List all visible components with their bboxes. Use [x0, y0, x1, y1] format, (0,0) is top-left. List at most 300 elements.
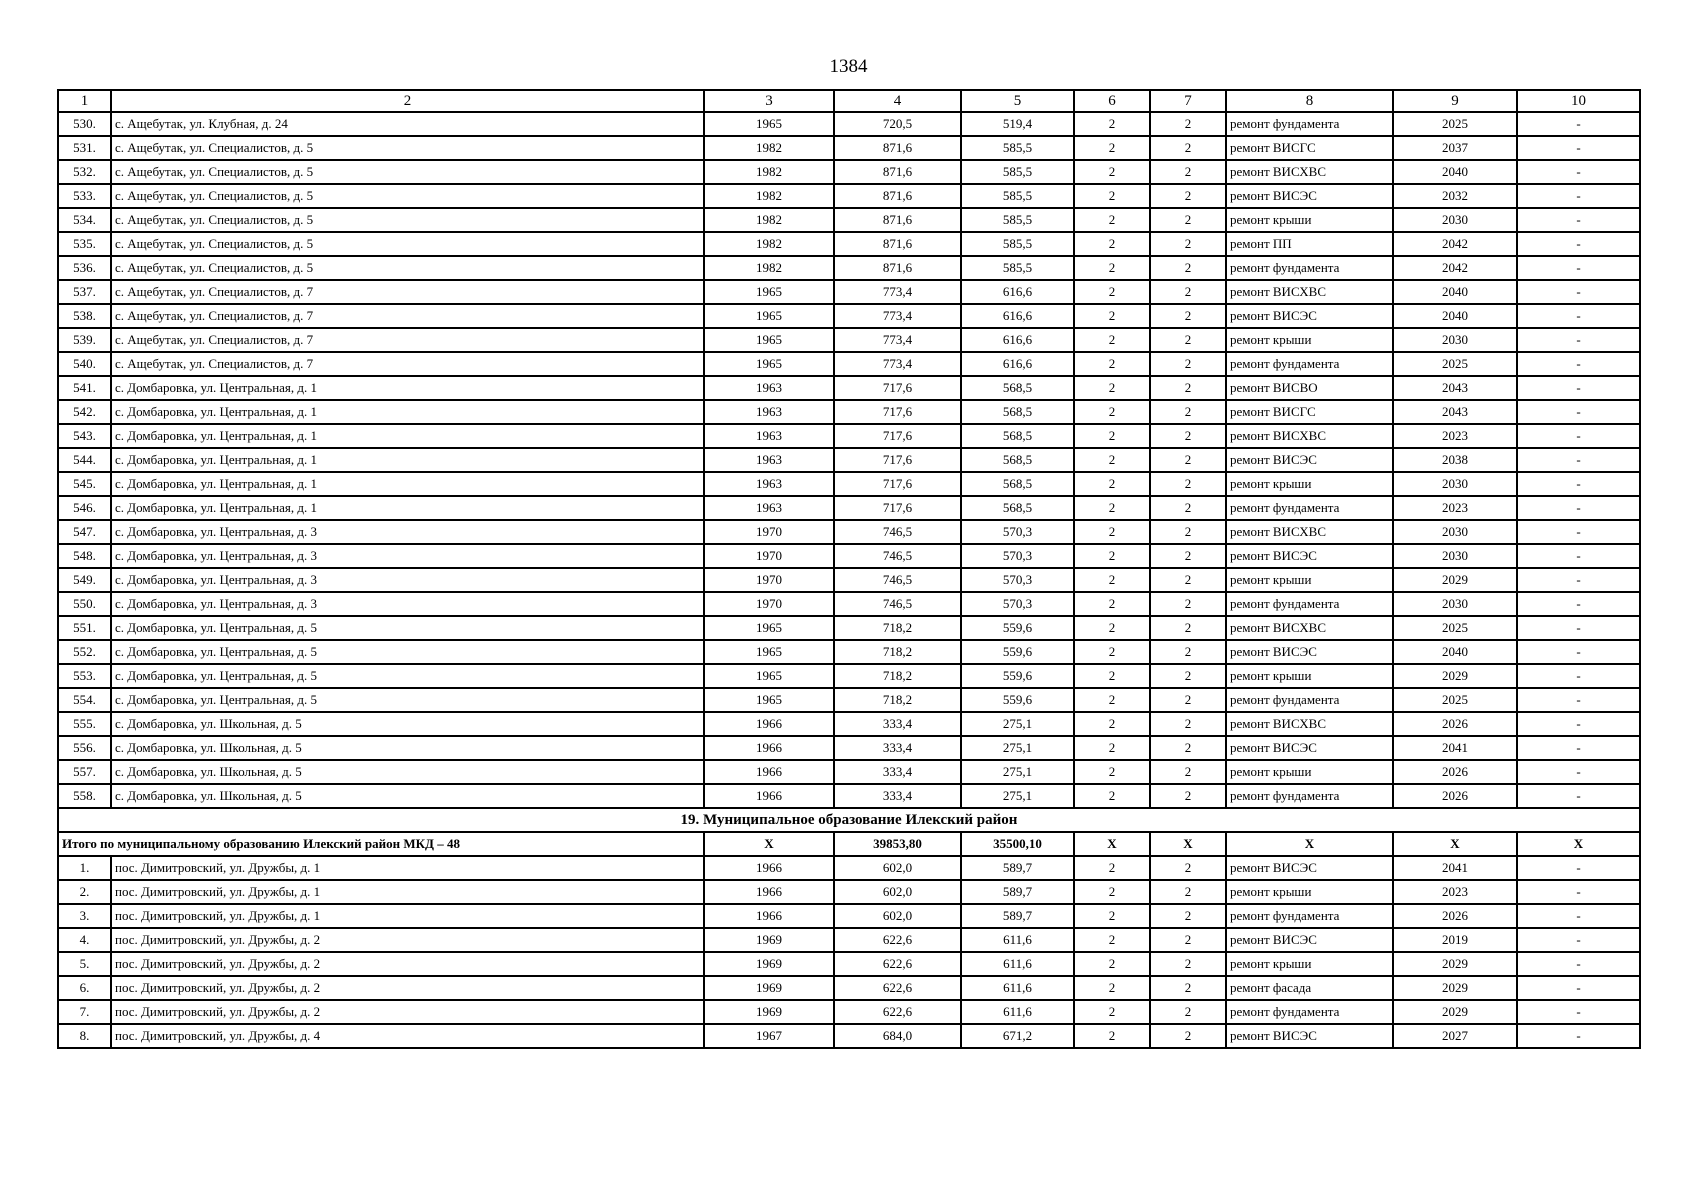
total-label: Итого по муниципальному образованию Илекский район МКД – 48	[58, 832, 704, 856]
plan-year-cell: 2030	[1393, 208, 1517, 232]
year-cell: 1970	[704, 568, 834, 592]
address-cell: с. Ащебутак, ул. Специалистов, д. 5	[111, 256, 704, 280]
row-number-cell: 541.	[58, 376, 111, 400]
year-cell: 1969	[704, 928, 834, 952]
note-cell: -	[1517, 736, 1640, 760]
total-area-cell: 871,6	[834, 232, 961, 256]
work-type-cell: ремонт фундамента	[1226, 784, 1393, 808]
note-cell: -	[1517, 1000, 1640, 1024]
address-cell: пос. Димитровский, ул. Дружбы, д. 1	[111, 904, 704, 928]
note-cell: -	[1517, 904, 1640, 928]
row-number-cell: 545.	[58, 472, 111, 496]
plan-year-cell: 2037	[1393, 136, 1517, 160]
row-number-cell: 556.	[58, 736, 111, 760]
entrances-cell: 2	[1150, 952, 1226, 976]
work-type-cell: ремонт ВИСЭС	[1226, 1024, 1393, 1048]
total-area-cell: 718,2	[834, 688, 961, 712]
row-number-cell: 537.	[58, 280, 111, 304]
total-row	[58, 832, 1640, 856]
entrances-cell: 2	[1150, 592, 1226, 616]
plan-year-cell: 2025	[1393, 352, 1517, 376]
address-cell: с. Ащебутак, ул. Специалистов, д. 5	[111, 184, 704, 208]
total-area-cell: 717,6	[834, 376, 961, 400]
work-type-cell: ремонт фундамента	[1226, 496, 1393, 520]
plan-year-cell: 2040	[1393, 304, 1517, 328]
plan-year-cell: 2041	[1393, 736, 1517, 760]
year-cell: 1982	[704, 256, 834, 280]
work-type-cell: ремонт ВИСХВС	[1226, 280, 1393, 304]
floors-cell: 2	[1074, 856, 1150, 880]
year-cell: 1969	[704, 976, 834, 1000]
year-cell: 1965	[704, 664, 834, 688]
year-cell: 1982	[704, 136, 834, 160]
entrances-cell: 2	[1150, 568, 1226, 592]
floors-cell: 2	[1074, 760, 1150, 784]
work-type-cell: ремонт ВИСХВС	[1226, 424, 1393, 448]
floors-cell: 2	[1074, 520, 1150, 544]
table-row	[58, 328, 1640, 352]
floors-cell: 2	[1074, 232, 1150, 256]
entrances-cell: 2	[1150, 328, 1226, 352]
year-cell: 1966	[704, 880, 834, 904]
table-row	[58, 184, 1640, 208]
total-area-cell: 717,6	[834, 400, 961, 424]
total-cell: X	[1393, 832, 1517, 856]
table-row	[58, 664, 1640, 688]
plan-year-cell: 2029	[1393, 568, 1517, 592]
living-area-cell: 570,3	[961, 568, 1074, 592]
floors-cell: 2	[1074, 904, 1150, 928]
section-block	[58, 808, 1640, 856]
page-number: 1384	[829, 56, 868, 77]
note-cell: -	[1517, 1024, 1640, 1048]
address-cell: с. Домбаровка, ул. Школьная, д. 5	[111, 784, 704, 808]
total-cell: 35500,10	[961, 832, 1074, 856]
table-row	[58, 568, 1640, 592]
total-area-cell: 602,0	[834, 904, 961, 928]
note-cell: -	[1517, 688, 1640, 712]
row-number-cell: 552.	[58, 640, 111, 664]
column-header: 6	[1074, 90, 1150, 112]
plan-year-cell: 2030	[1393, 472, 1517, 496]
floors-cell: 2	[1074, 184, 1150, 208]
address-cell: с. Ащебутак, ул. Специалистов, д. 5	[111, 232, 704, 256]
row-number-cell: 546.	[58, 496, 111, 520]
plan-year-cell: 2023	[1393, 880, 1517, 904]
address-cell: с. Домбаровка, ул. Центральная, д. 1	[111, 472, 704, 496]
table-row	[58, 208, 1640, 232]
floors-cell: 2	[1074, 304, 1150, 328]
entrances-cell: 2	[1150, 928, 1226, 952]
column-header: 2	[111, 90, 704, 112]
year-cell: 1965	[704, 352, 834, 376]
row-number-cell: 558.	[58, 784, 111, 808]
entrances-cell: 2	[1150, 1024, 1226, 1048]
floors-cell: 2	[1074, 472, 1150, 496]
row-number-cell: 8.	[58, 1024, 111, 1048]
floors-cell: 2	[1074, 736, 1150, 760]
address-cell: с. Домбаровка, ул. Центральная, д. 1	[111, 400, 704, 424]
floors-cell: 2	[1074, 928, 1150, 952]
total-area-cell: 718,2	[834, 664, 961, 688]
year-cell: 1970	[704, 544, 834, 568]
row-number-cell: 538.	[58, 304, 111, 328]
floors-cell: 2	[1074, 664, 1150, 688]
year-cell: 1966	[704, 904, 834, 928]
row-number-cell: 550.	[58, 592, 111, 616]
floors-cell: 2	[1074, 976, 1150, 1000]
note-cell: -	[1517, 256, 1640, 280]
year-cell: 1963	[704, 496, 834, 520]
table-row	[58, 592, 1640, 616]
address-cell: с. Домбаровка, ул. Центральная, д. 1	[111, 424, 704, 448]
plan-year-cell: 2023	[1393, 424, 1517, 448]
plan-year-cell: 2025	[1393, 688, 1517, 712]
entrances-cell: 2	[1150, 688, 1226, 712]
work-type-cell: ремонт фундамента	[1226, 688, 1393, 712]
work-type-cell: ремонт ВИСЭС	[1226, 640, 1393, 664]
work-type-cell: ремонт фундамента	[1226, 256, 1393, 280]
row-number-cell: 6.	[58, 976, 111, 1000]
entrances-cell: 2	[1150, 424, 1226, 448]
table-row	[58, 424, 1640, 448]
living-area-cell: 616,6	[961, 280, 1074, 304]
year-cell: 1966	[704, 736, 834, 760]
floors-cell: 2	[1074, 328, 1150, 352]
note-cell: -	[1517, 208, 1640, 232]
living-area-cell: 616,6	[961, 352, 1074, 376]
year-cell: 1965	[704, 640, 834, 664]
entrances-cell: 2	[1150, 1000, 1226, 1024]
row-number-cell: 533.	[58, 184, 111, 208]
row-number-cell: 543.	[58, 424, 111, 448]
living-area-cell: 570,3	[961, 544, 1074, 568]
plan-year-cell: 2023	[1393, 496, 1517, 520]
living-area-cell: 568,5	[961, 472, 1074, 496]
row-number-cell: 536.	[58, 256, 111, 280]
row-number-cell: 531.	[58, 136, 111, 160]
work-type-cell: ремонт фундамента	[1226, 1000, 1393, 1024]
total-area-cell: 871,6	[834, 208, 961, 232]
total-area-cell: 717,6	[834, 424, 961, 448]
floors-cell: 2	[1074, 448, 1150, 472]
year-cell: 1963	[704, 424, 834, 448]
floors-cell: 2	[1074, 616, 1150, 640]
year-cell: 1965	[704, 328, 834, 352]
year-cell: 1970	[704, 520, 834, 544]
total-area-cell: 871,6	[834, 184, 961, 208]
row-number-cell: 544.	[58, 448, 111, 472]
plan-year-cell: 2025	[1393, 112, 1517, 136]
plan-year-cell: 2043	[1393, 400, 1517, 424]
work-type-cell: ремонт ВИСЭС	[1226, 736, 1393, 760]
entrances-cell: 2	[1150, 856, 1226, 880]
note-cell: -	[1517, 664, 1640, 688]
floors-cell: 2	[1074, 688, 1150, 712]
floors-cell: 2	[1074, 544, 1150, 568]
year-cell: 1967	[704, 1024, 834, 1048]
work-type-cell: ремонт крыши	[1226, 208, 1393, 232]
row-number-cell: 2.	[58, 880, 111, 904]
plan-year-cell: 2041	[1393, 856, 1517, 880]
living-area-cell: 585,5	[961, 256, 1074, 280]
floors-cell: 2	[1074, 496, 1150, 520]
living-area-cell: 275,1	[961, 760, 1074, 784]
plan-year-cell: 2040	[1393, 160, 1517, 184]
living-area-cell: 559,6	[961, 616, 1074, 640]
address-cell: с. Домбаровка, ул. Центральная, д. 3	[111, 592, 704, 616]
table-row	[58, 904, 1640, 928]
row-number-cell: 3.	[58, 904, 111, 928]
address-cell: с. Домбаровка, ул. Центральная, д. 3	[111, 568, 704, 592]
living-area-cell: 275,1	[961, 784, 1074, 808]
work-type-cell: ремонт крыши	[1226, 760, 1393, 784]
work-type-cell: ремонт ВИСЭС	[1226, 304, 1393, 328]
living-area-cell: 589,7	[961, 880, 1074, 904]
work-type-cell: ремонт фасада	[1226, 976, 1393, 1000]
plan-year-cell: 2029	[1393, 976, 1517, 1000]
floors-cell: 2	[1074, 160, 1150, 184]
address-cell: с. Ащебутак, ул. Специалистов, д. 5	[111, 208, 704, 232]
address-cell: пос. Димитровский, ул. Дружбы, д. 1	[111, 880, 704, 904]
note-cell: -	[1517, 544, 1640, 568]
plan-year-cell: 2040	[1393, 280, 1517, 304]
row-number-cell: 5.	[58, 952, 111, 976]
living-area-cell: 616,6	[961, 304, 1074, 328]
living-area-cell: 585,5	[961, 232, 1074, 256]
total-area-cell: 622,6	[834, 1000, 961, 1024]
plan-year-cell: 2026	[1393, 712, 1517, 736]
table-row	[58, 448, 1640, 472]
address-cell: с. Ащебутак, ул. Специалистов, д. 7	[111, 304, 704, 328]
entrances-cell: 2	[1150, 304, 1226, 328]
repair-schedule-table	[57, 89, 1641, 1049]
living-area-cell: 559,6	[961, 640, 1074, 664]
floors-cell: 2	[1074, 400, 1150, 424]
column-header: 5	[961, 90, 1074, 112]
floors-cell: 2	[1074, 784, 1150, 808]
total-area-cell: 717,6	[834, 472, 961, 496]
table-row	[58, 160, 1640, 184]
work-type-cell: ремонт крыши	[1226, 952, 1393, 976]
total-area-cell: 773,4	[834, 304, 961, 328]
total-cell: X	[1517, 832, 1640, 856]
living-area-cell: 589,7	[961, 856, 1074, 880]
address-cell: с. Ащебутак, ул. Специалистов, д. 7	[111, 328, 704, 352]
note-cell: -	[1517, 184, 1640, 208]
year-cell: 1982	[704, 184, 834, 208]
table-row	[58, 280, 1640, 304]
table-row	[58, 1024, 1640, 1048]
year-cell: 1963	[704, 448, 834, 472]
year-cell: 1982	[704, 160, 834, 184]
total-area-cell: 622,6	[834, 952, 961, 976]
year-cell: 1965	[704, 280, 834, 304]
note-cell: -	[1517, 472, 1640, 496]
column-header: 7	[1150, 90, 1226, 112]
rows-part2	[58, 856, 1640, 1048]
plan-year-cell: 2030	[1393, 544, 1517, 568]
floors-cell: 2	[1074, 208, 1150, 232]
year-cell: 1966	[704, 856, 834, 880]
living-area-cell: 585,5	[961, 136, 1074, 160]
table-row	[58, 496, 1640, 520]
row-number-cell: 548.	[58, 544, 111, 568]
work-type-cell: ремонт крыши	[1226, 664, 1393, 688]
plan-year-cell: 2030	[1393, 520, 1517, 544]
total-area-cell: 333,4	[834, 760, 961, 784]
plan-year-cell: 2019	[1393, 928, 1517, 952]
address-cell: с. Домбаровка, ул. Центральная, д. 5	[111, 640, 704, 664]
year-cell: 1966	[704, 760, 834, 784]
year-cell: 1965	[704, 688, 834, 712]
plan-year-cell: 2030	[1393, 592, 1517, 616]
total-cell: X	[1074, 832, 1150, 856]
note-cell: -	[1517, 352, 1640, 376]
row-number-cell: 539.	[58, 328, 111, 352]
note-cell: -	[1517, 112, 1640, 136]
living-area-cell: 570,3	[961, 592, 1074, 616]
table-row	[58, 688, 1640, 712]
plan-year-cell: 2026	[1393, 784, 1517, 808]
row-number-cell: 534.	[58, 208, 111, 232]
table-row	[58, 712, 1640, 736]
column-header: 4	[834, 90, 961, 112]
address-cell: с. Домбаровка, ул. Школьная, д. 5	[111, 760, 704, 784]
work-type-cell: ремонт ПП	[1226, 232, 1393, 256]
work-type-cell: ремонт ВИСЭС	[1226, 928, 1393, 952]
total-area-cell: 773,4	[834, 280, 961, 304]
table-row	[58, 352, 1640, 376]
plan-year-cell: 2038	[1393, 448, 1517, 472]
address-cell: с. Ащебутак, ул. Клубная, д. 24	[111, 112, 704, 136]
floors-cell: 2	[1074, 1024, 1150, 1048]
note-cell: -	[1517, 592, 1640, 616]
note-cell: -	[1517, 616, 1640, 640]
living-area-cell: 570,3	[961, 520, 1074, 544]
work-type-cell: ремонт крыши	[1226, 472, 1393, 496]
note-cell: -	[1517, 976, 1640, 1000]
entrances-cell: 2	[1150, 976, 1226, 1000]
work-type-cell: ремонт ВИСЭС	[1226, 856, 1393, 880]
plan-year-cell: 2040	[1393, 640, 1517, 664]
work-type-cell: ремонт ВИСХВС	[1226, 160, 1393, 184]
year-cell: 1965	[704, 616, 834, 640]
work-type-cell: ремонт фундамента	[1226, 112, 1393, 136]
note-cell: -	[1517, 424, 1640, 448]
address-cell: с. Ащебутак, ул. Специалистов, д. 5	[111, 136, 704, 160]
entrances-cell: 2	[1150, 256, 1226, 280]
note-cell: -	[1517, 304, 1640, 328]
total-area-cell: 773,4	[834, 328, 961, 352]
living-area-cell: 568,5	[961, 376, 1074, 400]
year-cell: 1966	[704, 712, 834, 736]
entrances-cell: 2	[1150, 352, 1226, 376]
column-header: 9	[1393, 90, 1517, 112]
work-type-cell: ремонт фундамента	[1226, 904, 1393, 928]
address-cell: с. Домбаровка, ул. Школьная, д. 5	[111, 712, 704, 736]
total-area-cell: 720,5	[834, 112, 961, 136]
address-cell: пос. Димитровский, ул. Дружбы, д. 4	[111, 1024, 704, 1048]
section-row	[58, 808, 1640, 832]
total-area-cell: 871,6	[834, 160, 961, 184]
plan-year-cell: 2042	[1393, 256, 1517, 280]
address-cell: с. Домбаровка, ул. Центральная, д. 3	[111, 544, 704, 568]
row-number-cell: 540.	[58, 352, 111, 376]
entrances-cell: 2	[1150, 112, 1226, 136]
total-cell: 39853,80	[834, 832, 961, 856]
floors-cell: 2	[1074, 712, 1150, 736]
table-row	[58, 928, 1640, 952]
note-cell: -	[1517, 400, 1640, 424]
total-area-cell: 871,6	[834, 256, 961, 280]
row-number-cell: 553.	[58, 664, 111, 688]
table-row	[58, 232, 1640, 256]
table-row	[58, 544, 1640, 568]
work-type-cell: ремонт фундамента	[1226, 352, 1393, 376]
living-area-cell: 568,5	[961, 448, 1074, 472]
entrances-cell: 2	[1150, 400, 1226, 424]
address-cell: пос. Димитровский, ул. Дружбы, д. 1	[111, 856, 704, 880]
entrances-cell: 2	[1150, 184, 1226, 208]
work-type-cell: ремонт ВИСГС	[1226, 400, 1393, 424]
plan-year-cell: 2029	[1393, 1000, 1517, 1024]
floors-cell: 2	[1074, 376, 1150, 400]
year-cell: 1969	[704, 1000, 834, 1024]
total-area-cell: 746,5	[834, 544, 961, 568]
work-type-cell: ремонт ВИСЭС	[1226, 184, 1393, 208]
living-area-cell: 671,2	[961, 1024, 1074, 1048]
address-cell: с. Домбаровка, ул. Центральная, д. 3	[111, 520, 704, 544]
row-number-cell: 7.	[58, 1000, 111, 1024]
entrances-cell: 2	[1150, 280, 1226, 304]
floors-cell: 2	[1074, 280, 1150, 304]
note-cell: -	[1517, 928, 1640, 952]
year-cell: 1966	[704, 784, 834, 808]
living-area-cell: 589,7	[961, 904, 1074, 928]
note-cell: -	[1517, 448, 1640, 472]
table-row	[58, 784, 1640, 808]
living-area-cell: 585,5	[961, 184, 1074, 208]
note-cell: -	[1517, 568, 1640, 592]
address-cell: с. Домбаровка, ул. Центральная, д. 1	[111, 496, 704, 520]
address-cell: с. Ащебутак, ул. Специалистов, д. 7	[111, 280, 704, 304]
total-area-cell: 622,6	[834, 928, 961, 952]
column-number-row	[58, 90, 1640, 112]
year-cell: 1970	[704, 592, 834, 616]
year-cell: 1982	[704, 232, 834, 256]
work-type-cell: ремонт ВИСХВС	[1226, 520, 1393, 544]
total-area-cell: 333,4	[834, 712, 961, 736]
floors-cell: 2	[1074, 352, 1150, 376]
living-area-cell: 568,5	[961, 496, 1074, 520]
note-cell: -	[1517, 328, 1640, 352]
work-type-cell: ремонт крыши	[1226, 568, 1393, 592]
table-row	[58, 952, 1640, 976]
year-cell: 1982	[704, 208, 834, 232]
entrances-cell: 2	[1150, 640, 1226, 664]
note-cell: -	[1517, 640, 1640, 664]
plan-year-cell: 2029	[1393, 664, 1517, 688]
row-number-cell: 4.	[58, 928, 111, 952]
note-cell: -	[1517, 376, 1640, 400]
plan-year-cell: 2026	[1393, 760, 1517, 784]
plan-year-cell: 2032	[1393, 184, 1517, 208]
entrances-cell: 2	[1150, 136, 1226, 160]
note-cell: -	[1517, 784, 1640, 808]
living-area-cell: 611,6	[961, 976, 1074, 1000]
address-cell: с. Домбаровка, ул. Центральная, д. 1	[111, 376, 704, 400]
